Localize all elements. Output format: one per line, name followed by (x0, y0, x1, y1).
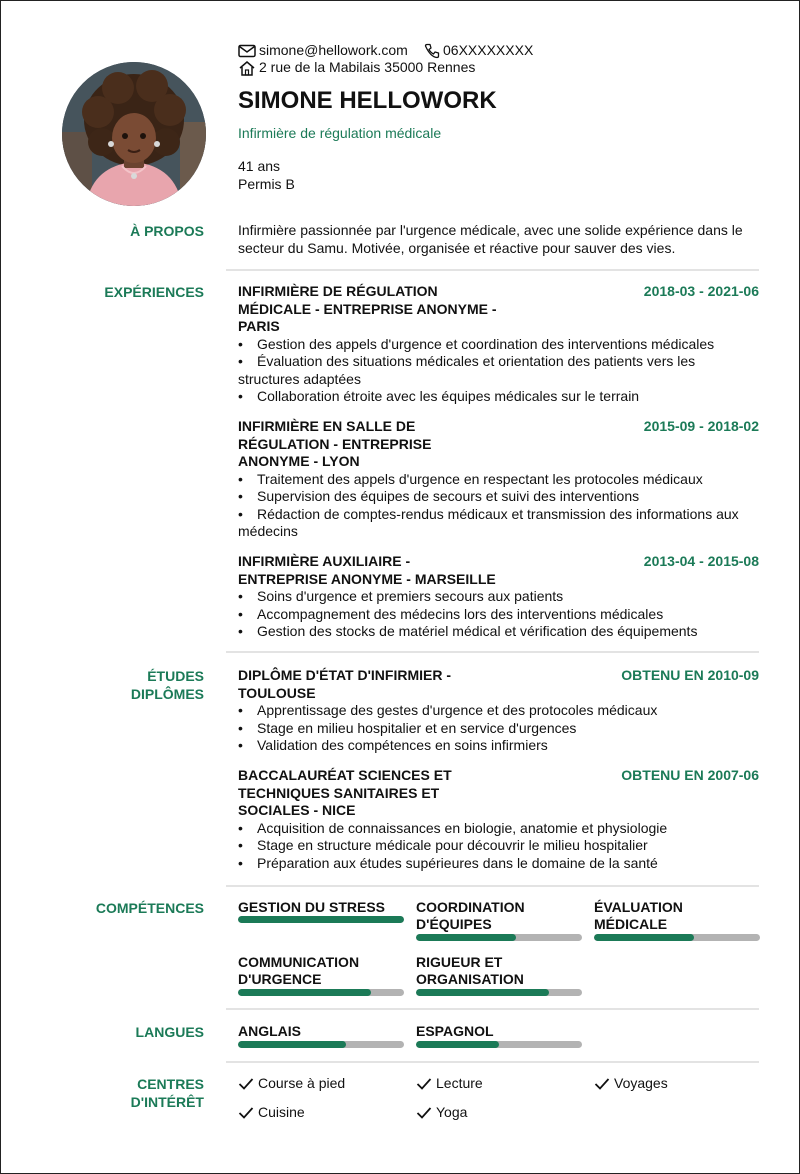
section-label-interests (131, 1075, 204, 1111)
language-bar-fill (238, 1041, 346, 1048)
skill-name-line: RIGUEUR ET (416, 954, 503, 970)
skill-bar (238, 989, 404, 996)
divider (226, 1008, 759, 1010)
experience-entry (238, 553, 759, 641)
skill-item (594, 899, 760, 933)
title-line: SOCIALES - NICE (238, 802, 356, 818)
language-item (238, 1023, 404, 1040)
interest-label: Yoga (436, 1104, 468, 1120)
skill-name-line: GESTION DU STRESS (238, 899, 386, 915)
education-date: OBTENU EN 2007-06 (621, 767, 759, 783)
title-line: INFIRMIÈRE EN SALLE DE (238, 418, 416, 434)
list-item: • Accompagnement des médecins lors des interventions médicales (238, 606, 759, 624)
experience-date: 2015-09 - 2018-02 (643, 418, 759, 434)
check-icon (416, 1077, 432, 1091)
language-name: ANGLAIS (238, 1023, 301, 1039)
skill-bar (416, 934, 582, 941)
skill-bar (238, 916, 404, 923)
experience-bullets (238, 336, 759, 406)
language-name: ESPAGNOL (416, 1023, 494, 1039)
address-text: 2 rue de la Mabilais 35000 Rennes (259, 59, 476, 75)
skill-name-line: MÉDICALE (594, 916, 668, 932)
skill-item (416, 954, 582, 988)
skill-item (238, 954, 404, 988)
experience-date: 2013-04 - 2015-08 (643, 553, 759, 569)
title-line: INFIRMIÈRE AUXILIAIRE - (238, 553, 411, 569)
list-item: • Gestion des stocks de matériel médical et vérification des équipements (238, 623, 759, 641)
education-date: OBTENU EN 2010-09 (621, 667, 759, 683)
skill-bar (594, 934, 760, 941)
title-line: BACCALAURÉAT SCIENCES ET (238, 767, 452, 783)
list-item: • Préparation aux études supérieures dans le domaine de la santé (238, 855, 759, 873)
avatar (62, 62, 206, 206)
experience-entry (238, 418, 759, 541)
skill-name-line: ÉVALUATION (594, 899, 683, 915)
divider (226, 269, 759, 271)
section-label-skills: COMPÉTENCES (95, 900, 204, 916)
title-line: ANONYME - LYON (238, 453, 360, 469)
section-label-education (131, 667, 204, 703)
skill-name-line: ORGANISATION (416, 971, 524, 987)
contact-phone[interactable] (424, 42, 533, 59)
section-label-languages: LANGUES (135, 1024, 204, 1040)
skill-name (238, 899, 404, 916)
phone-text: 06XXXXXXXX (443, 42, 534, 58)
label-line: DIPLÔMES (130, 686, 204, 702)
skill-bar-fill (416, 934, 516, 941)
experience-date: 2018-03 - 2021-06 (643, 283, 759, 299)
title-line: MÉDICALE - ENTREPRISE ANONYME - (238, 300, 497, 317)
home-icon (238, 60, 256, 76)
job-title: Infirmière de régulation médicale (238, 125, 442, 141)
interest-item (416, 1075, 483, 1092)
list-item: • Gestion des appels d'urgence et coordination des interventions médicales (238, 336, 759, 354)
interest-label: Lecture (436, 1075, 483, 1091)
section-label-experiences: EXPÉRIENCES (104, 284, 204, 300)
skill-bar-fill (238, 989, 371, 996)
check-icon (238, 1077, 254, 1091)
divider (226, 1061, 759, 1063)
skill-bar-fill (594, 934, 694, 941)
language-item (416, 1023, 582, 1040)
label-line: CENTRES (137, 1076, 204, 1092)
list-item: • Collaboration étroite avec les équipes médicales sur le terrain (238, 388, 759, 406)
title-line: RÉGULATION - ENTREPRISE (238, 435, 432, 452)
title-line: PARIS (238, 318, 280, 334)
label-line: ÉTUDES (147, 668, 204, 684)
interest-item (238, 1104, 305, 1121)
language-bar-fill (416, 1041, 499, 1048)
list-item: • Rédaction de comptes-rendus médicaux et transmission des informations aux médecins (238, 506, 759, 541)
email-text: simone@hellowork.com (259, 42, 408, 58)
interest-label: Course à pied (258, 1075, 346, 1091)
education-entry (238, 767, 759, 872)
skill-bar-fill (416, 989, 549, 996)
list-item: • Apprentissage des gestes d'urgence et des protocoles médicaux (238, 702, 759, 720)
contact-email[interactable] (238, 42, 408, 59)
title-line: DIPLÔME D'ÉTAT D'INFIRMIER - (238, 667, 452, 683)
education-bullets (238, 702, 759, 755)
check-icon (594, 1077, 610, 1091)
list-item: • Supervision des équipes de secours et suivi des interventions (238, 488, 759, 506)
skill-bar-fill (238, 916, 404, 923)
list-item: • Stage en structure médicale pour découvrir le milieu hospitalier (238, 837, 759, 855)
check-icon (238, 1106, 254, 1120)
list-item: • Traitement des appels d'urgence en respectant les protocoles médicaux (238, 471, 759, 489)
skill-name-line: D'ÉQUIPES (416, 916, 492, 932)
language-bar (416, 1041, 582, 1048)
label-line: D'INTÉRÊT (130, 1094, 204, 1110)
interest-label: Voyages (614, 1075, 668, 1091)
avatar-illustration (62, 62, 206, 206)
interest-item (416, 1104, 467, 1121)
title-line: INFIRMIÈRE DE RÉGULATION (238, 283, 438, 299)
title-line: TECHNIQUES SANITAIRES ET (238, 784, 440, 801)
skill-item (238, 899, 404, 916)
divider (226, 885, 759, 887)
check-icon (416, 1106, 432, 1120)
skill-name (416, 954, 582, 988)
title-line: ENTREPRISE ANONYME - MARSEILLE (238, 570, 496, 587)
about-text: Infirmière passionnée par l'urgence médicale, avec une solide expérience dans le secteur du Samu. Motivée, organisée et réactive pour sauver des vies. (238, 222, 743, 256)
mail-icon (238, 44, 256, 58)
education-entry (238, 667, 759, 755)
skill-name-line: COORDINATION (416, 899, 525, 915)
experience-bullets (238, 588, 759, 641)
list-item: • Stage en milieu hospitalier et en service d'urgences (238, 720, 759, 738)
skill-name-line: D'URGENCE (238, 971, 322, 987)
contact-address (238, 59, 475, 76)
language-bar (238, 1041, 404, 1048)
driving-license: Permis B (238, 176, 295, 192)
skill-name (238, 954, 404, 988)
interest-item (594, 1075, 668, 1092)
list-item: • Évaluation des situations médicales et orientation des patients vers les structures adaptées (238, 353, 759, 388)
age: 41 ans (238, 158, 281, 174)
list-item: • Soins d'urgence et premiers secours aux patients (238, 588, 759, 606)
skill-name (416, 899, 582, 933)
interest-item (238, 1075, 345, 1092)
phone-icon (424, 43, 440, 59)
divider (226, 651, 759, 653)
title-line: TOULOUSE (238, 684, 316, 701)
list-item: • Acquisition de connaissances en biologie, anatomie et physiologie (238, 820, 759, 838)
list-item: • Validation des compétences en soins infirmiers (238, 737, 759, 755)
skill-name (594, 899, 760, 933)
education-bullets (238, 820, 759, 873)
skill-item (416, 899, 582, 933)
candidate-name: SIMONE HELLOWORK (238, 87, 497, 114)
skill-bar (416, 989, 582, 996)
section-label-about: À PROPOS (130, 223, 204, 239)
interest-label: Cuisine (258, 1104, 305, 1120)
skill-name-line: COMMUNICATION (238, 954, 360, 970)
experience-entry (238, 283, 759, 406)
experience-bullets (238, 471, 759, 541)
